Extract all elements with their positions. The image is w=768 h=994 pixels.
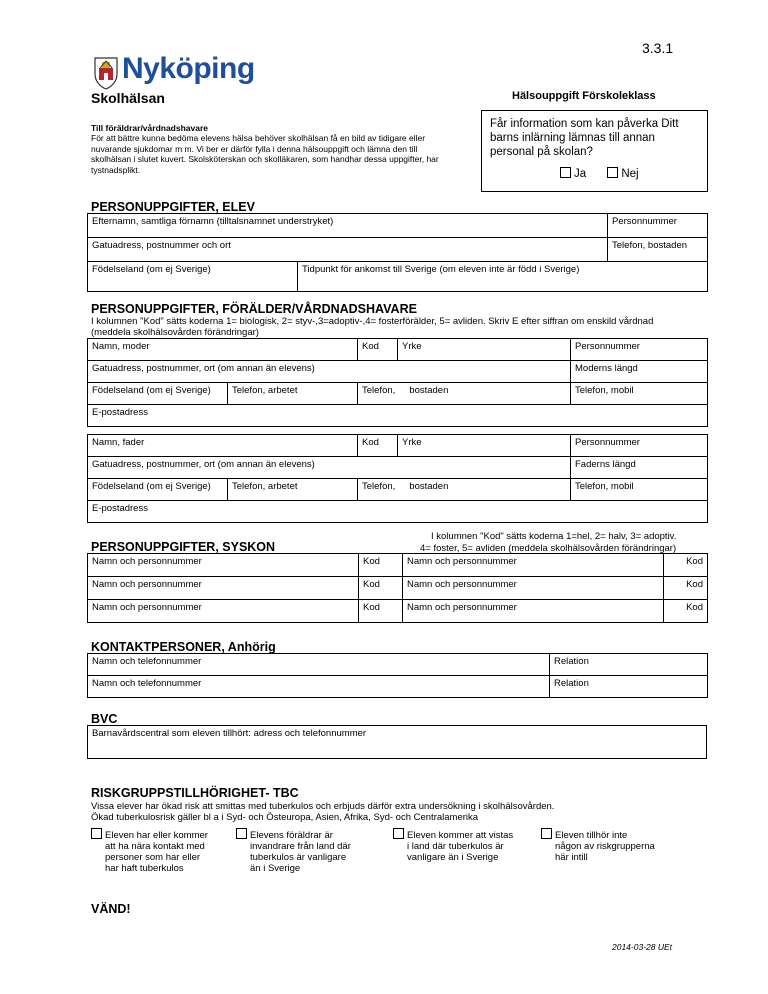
tbc-option-4-line-3: här intill xyxy=(555,852,588,863)
footer-date: 2014-03-28 UEt xyxy=(612,942,673,952)
sibling-5-code-field[interactable] xyxy=(359,600,403,623)
tbc-option-4-line-2: någon av riskgrupperna xyxy=(555,841,655,852)
father-phone-home-label-b: bostaden xyxy=(409,481,449,492)
consent-box xyxy=(481,110,708,192)
tbc-option-3 xyxy=(393,828,533,863)
tbc-option-2-line-2: invandrare från land där xyxy=(250,841,351,852)
father-email-label: E-postadress xyxy=(92,503,148,514)
sibling-3-code-label: Kod xyxy=(363,579,380,590)
student-name-label: Efternamn, samtliga förnamn (tilltalsnamnet understryket) xyxy=(92,216,334,227)
sibling-6-code-field[interactable] xyxy=(664,600,708,623)
logo xyxy=(94,54,294,94)
tbc-option-3-checkbox[interactable] xyxy=(393,828,404,839)
sibling-3-name-field[interactable] xyxy=(88,577,359,600)
sibling-3-name-label: Namn och personnummer xyxy=(92,579,202,590)
consent-question: Får information som kan påverka Ditt barns inlärning lämnas till annan personal på skolan? xyxy=(490,118,679,158)
father-pnr-label: Personnummer xyxy=(575,437,640,448)
tbc-option-1-checkbox[interactable] xyxy=(91,828,102,839)
mother-pnr-field[interactable] xyxy=(571,339,708,361)
mother-job-field[interactable] xyxy=(398,339,571,361)
siblings-instruction-1: I kolumnen "Kod" sätts koderna 1=hel, 2= halv, 3= adoptiv. xyxy=(431,531,677,542)
student-address-field[interactable] xyxy=(88,238,608,262)
coat-of-arms-icon xyxy=(94,56,118,90)
sibling-1-code-label: Kod xyxy=(363,556,380,567)
tbc-option-1-line-1: Eleven har eller kommer xyxy=(105,830,208,841)
mother-address-label: Gatuadress, postnummer, ort (om annan än elevens) xyxy=(92,363,315,374)
mother-email-field[interactable] xyxy=(88,405,708,427)
department-name: Skolhälsan xyxy=(91,90,165,106)
tbc-option-1-line-2: att ha nära kontakt med xyxy=(105,841,205,852)
mother-phone-home-field[interactable] xyxy=(358,383,571,405)
student-birth-country-field[interactable] xyxy=(88,262,298,292)
father-table xyxy=(87,434,708,523)
tbc-option-4-line-1: Eleven tillhör inte xyxy=(555,830,628,841)
section-title-tbc: RISKGRUPPSTILLHÖRIGHET- TBC xyxy=(91,786,299,800)
tbc-option-2-line-3: tuberkulos är vanligare xyxy=(250,852,347,863)
sibling-1-name-field[interactable] xyxy=(88,554,359,577)
sibling-5-name-label: Namn och personnummer xyxy=(92,602,202,613)
bvc-table xyxy=(87,725,707,759)
section-title-contacts: KONTAKTPERSONER, Anhörig xyxy=(91,640,276,654)
father-birth-country-label: Födelseland (om ej Sverige) xyxy=(92,481,211,492)
parent-instruction: I kolumnen "Kod" sätts koderna 1= biologisk, 2= styv-,3=adoptiv-,4= fosterförälder, 5= avliden. Skriv E efter siffran om enskild vårdnad (meddela skolhälsovården förändringar) xyxy=(91,316,654,338)
consent-yes-label: Ja xyxy=(574,168,587,180)
father-phone-home-label-a: Telefon, xyxy=(362,481,396,492)
contact-2-name-label: Namn och telefonnummer xyxy=(92,678,202,689)
father-height-field[interactable] xyxy=(571,457,708,479)
father-phone-work-field[interactable] xyxy=(228,479,358,501)
student-phone-label: Telefon, bostaden xyxy=(612,240,688,251)
mother-birth-country-field[interactable] xyxy=(88,383,228,405)
mother-email-label: E-postadress xyxy=(92,407,148,418)
student-address-label: Gatuadress, postnummer och ort xyxy=(92,240,231,251)
sibling-4-name-label: Namn och personnummer xyxy=(407,579,517,590)
sibling-6-name-field[interactable] xyxy=(403,600,664,623)
father-address-label: Gatuadress, postnummer, ort (om annan än elevens) xyxy=(92,459,315,470)
sibling-2-code-field[interactable] xyxy=(664,554,708,577)
contacts-table xyxy=(87,653,708,698)
section-title-elev: PERSONUPPGIFTER, ELEV xyxy=(91,200,255,214)
contact-1-relation-label: Relation xyxy=(554,656,589,667)
sibling-5-code-label: Kod xyxy=(363,602,380,613)
student-arrival-field[interactable] xyxy=(298,262,708,292)
sibling-2-name-field[interactable] xyxy=(403,554,664,577)
section-title-siblings: PERSONUPPGIFTER, SYSKON xyxy=(91,540,276,554)
mother-phone-home-label-a: Telefon, xyxy=(362,385,396,396)
mother-phone-work-label: Telefon, arbetet xyxy=(232,385,298,396)
siblings-table xyxy=(87,553,708,623)
father-code-field[interactable] xyxy=(358,435,398,457)
father-height-label: Faderns längd xyxy=(575,459,636,470)
tbc-option-2-line-1: Elevens föräldrar är xyxy=(250,830,333,841)
mother-code-label: Kod xyxy=(362,341,379,352)
contact-1-relation-field[interactable] xyxy=(550,654,708,676)
tbc-line-1: Vissa elever har ökad risk att smittas med tuberkulos och erbjuds därför extra undersökning i skolhälsovården. xyxy=(91,801,555,812)
bvc-field[interactable] xyxy=(88,726,707,759)
consent-no-checkbox[interactable] xyxy=(607,167,618,178)
student-arrival-label: Tidpunkt för ankomst till Sverige (om eleven inte är född i Sverige) xyxy=(302,264,580,275)
tbc-option-2 xyxy=(236,828,376,874)
mother-height-field[interactable] xyxy=(571,361,708,383)
father-address-field[interactable] xyxy=(88,457,571,479)
father-code-label: Kod xyxy=(362,437,379,448)
student-pnr-label: Personnummer xyxy=(612,216,677,227)
intro-body: För att bättre kunna bedöma elevens hälsa behöver skolhälsan få en bild av tidigare eller nuvarande sjukdomar m m. Vi ber er därför fylla i denna hälsouppgift och lämna den till skolhälsan i slutet kuvert. Skolsköterskan och skolläkaren, som handhar dessa uppgifter, har tystnadsplikt. xyxy=(91,133,439,175)
father-pnr-field[interactable] xyxy=(571,435,708,457)
student-name-field[interactable] xyxy=(88,214,608,238)
father-job-field[interactable] xyxy=(398,435,571,457)
document-number: 3.3.1 xyxy=(642,40,674,56)
father-email-field[interactable] xyxy=(88,501,708,523)
mother-phone-work-field[interactable] xyxy=(228,383,358,405)
mother-name-label: Namn, moder xyxy=(92,341,150,352)
mother-phone-home-label-b: bostaden xyxy=(409,385,449,396)
tbc-option-1-line-3: personer som har eller xyxy=(105,852,201,863)
sibling-4-code-field[interactable] xyxy=(664,577,708,600)
sibling-1-name-label: Namn och personnummer xyxy=(92,556,202,567)
siblings-instruction-2: 4= foster, 5= avliden (meddela skolhälsovården förändringar) xyxy=(420,543,677,554)
sibling-2-name-label: Namn och personnummer xyxy=(407,556,517,567)
student-pnr-field[interactable] xyxy=(608,214,708,238)
contact-1-name-field[interactable] xyxy=(88,654,550,676)
contact-2-name-field[interactable] xyxy=(88,676,550,698)
mother-pnr-label: Personnummer xyxy=(575,341,640,352)
mother-address-field[interactable] xyxy=(88,361,571,383)
father-birth-country-field[interactable] xyxy=(88,479,228,501)
mother-job-label: Yrke xyxy=(402,341,422,352)
mother-code-field[interactable] xyxy=(358,339,398,361)
father-phone-mobile-label: Telefon, mobil xyxy=(575,481,634,492)
mother-birth-country-label: Födelseland (om ej Sverige) xyxy=(92,385,211,396)
consent-yes-checkbox[interactable] xyxy=(560,167,571,178)
sibling-1-code-field[interactable] xyxy=(359,554,403,577)
sibling-6-name-label: Namn och personnummer xyxy=(407,602,517,613)
section-title-parent: PERSONUPPGIFTER, FÖRÄLDER/VÅRDNADSHAVARE xyxy=(91,302,417,316)
mother-phone-mobile-field[interactable] xyxy=(571,383,708,405)
mother-height-label: Moderns längd xyxy=(575,363,638,374)
tbc-option-4-checkbox[interactable] xyxy=(541,828,552,839)
contact-2-relation-field[interactable] xyxy=(550,676,708,698)
father-name-field[interactable] xyxy=(88,435,358,457)
logo-text: Nyköping xyxy=(122,52,255,85)
tbc-line-2: Ökad tuberkulosrisk gäller bl a i Syd- och Östeuropa, Asien, Afrika, Syd- och Centralamerika xyxy=(91,812,479,823)
tbc-option-3-line-3: vanligare än i Sverige xyxy=(407,852,499,863)
contact-2-relation-label: Relation xyxy=(554,678,589,689)
sibling-5-name-field[interactable] xyxy=(88,600,359,623)
father-phone-home-field[interactable] xyxy=(358,479,571,501)
sibling-4-name-field[interactable] xyxy=(403,577,664,600)
turn-page-note: VÄND! xyxy=(91,902,131,916)
father-phone-mobile-field[interactable] xyxy=(571,479,708,501)
section-title-bvc: BVC xyxy=(91,712,118,726)
consent-no-label: Nej xyxy=(621,168,639,180)
sibling-6-code-label: Kod xyxy=(686,602,703,613)
contact-1-name-label: Namn och telefonnummer xyxy=(92,656,202,667)
father-phone-work-label: Telefon, arbetet xyxy=(232,481,298,492)
student-phone-field[interactable] xyxy=(608,238,708,262)
tbc-option-4 xyxy=(541,828,681,863)
bvc-label: Barnavårdscentral som eleven tillhört: adress och telefonnummer xyxy=(92,728,367,739)
form-title: Hälsouppgift Förskoleklass xyxy=(512,90,656,102)
student-table xyxy=(87,213,708,292)
sibling-3-code-field[interactable] xyxy=(359,577,403,600)
intro-heading: Till föräldrar/vårdnadshavare xyxy=(91,123,209,133)
tbc-option-3-line-2: i land där tuberkulos är xyxy=(407,841,504,852)
father-job-label: Yrke xyxy=(402,437,422,448)
tbc-option-2-line-4: än i Sverige xyxy=(250,863,301,874)
student-birth-country-label: Födelseland (om ej Sverige) xyxy=(92,264,211,275)
father-name-label: Namn, fader xyxy=(92,437,145,448)
tbc-option-2-checkbox[interactable] xyxy=(236,828,247,839)
tbc-option-1 xyxy=(91,828,231,874)
mother-phone-mobile-label: Telefon, mobil xyxy=(575,385,634,396)
mother-table xyxy=(87,338,708,427)
sibling-4-code-label: Kod xyxy=(686,579,703,590)
sibling-2-code-label: Kod xyxy=(686,556,703,567)
tbc-option-1-line-4: har haft tuberkulos xyxy=(105,863,184,874)
tbc-option-3-line-1: Eleven kommer att vistas xyxy=(407,830,514,841)
mother-name-field[interactable] xyxy=(88,339,358,361)
